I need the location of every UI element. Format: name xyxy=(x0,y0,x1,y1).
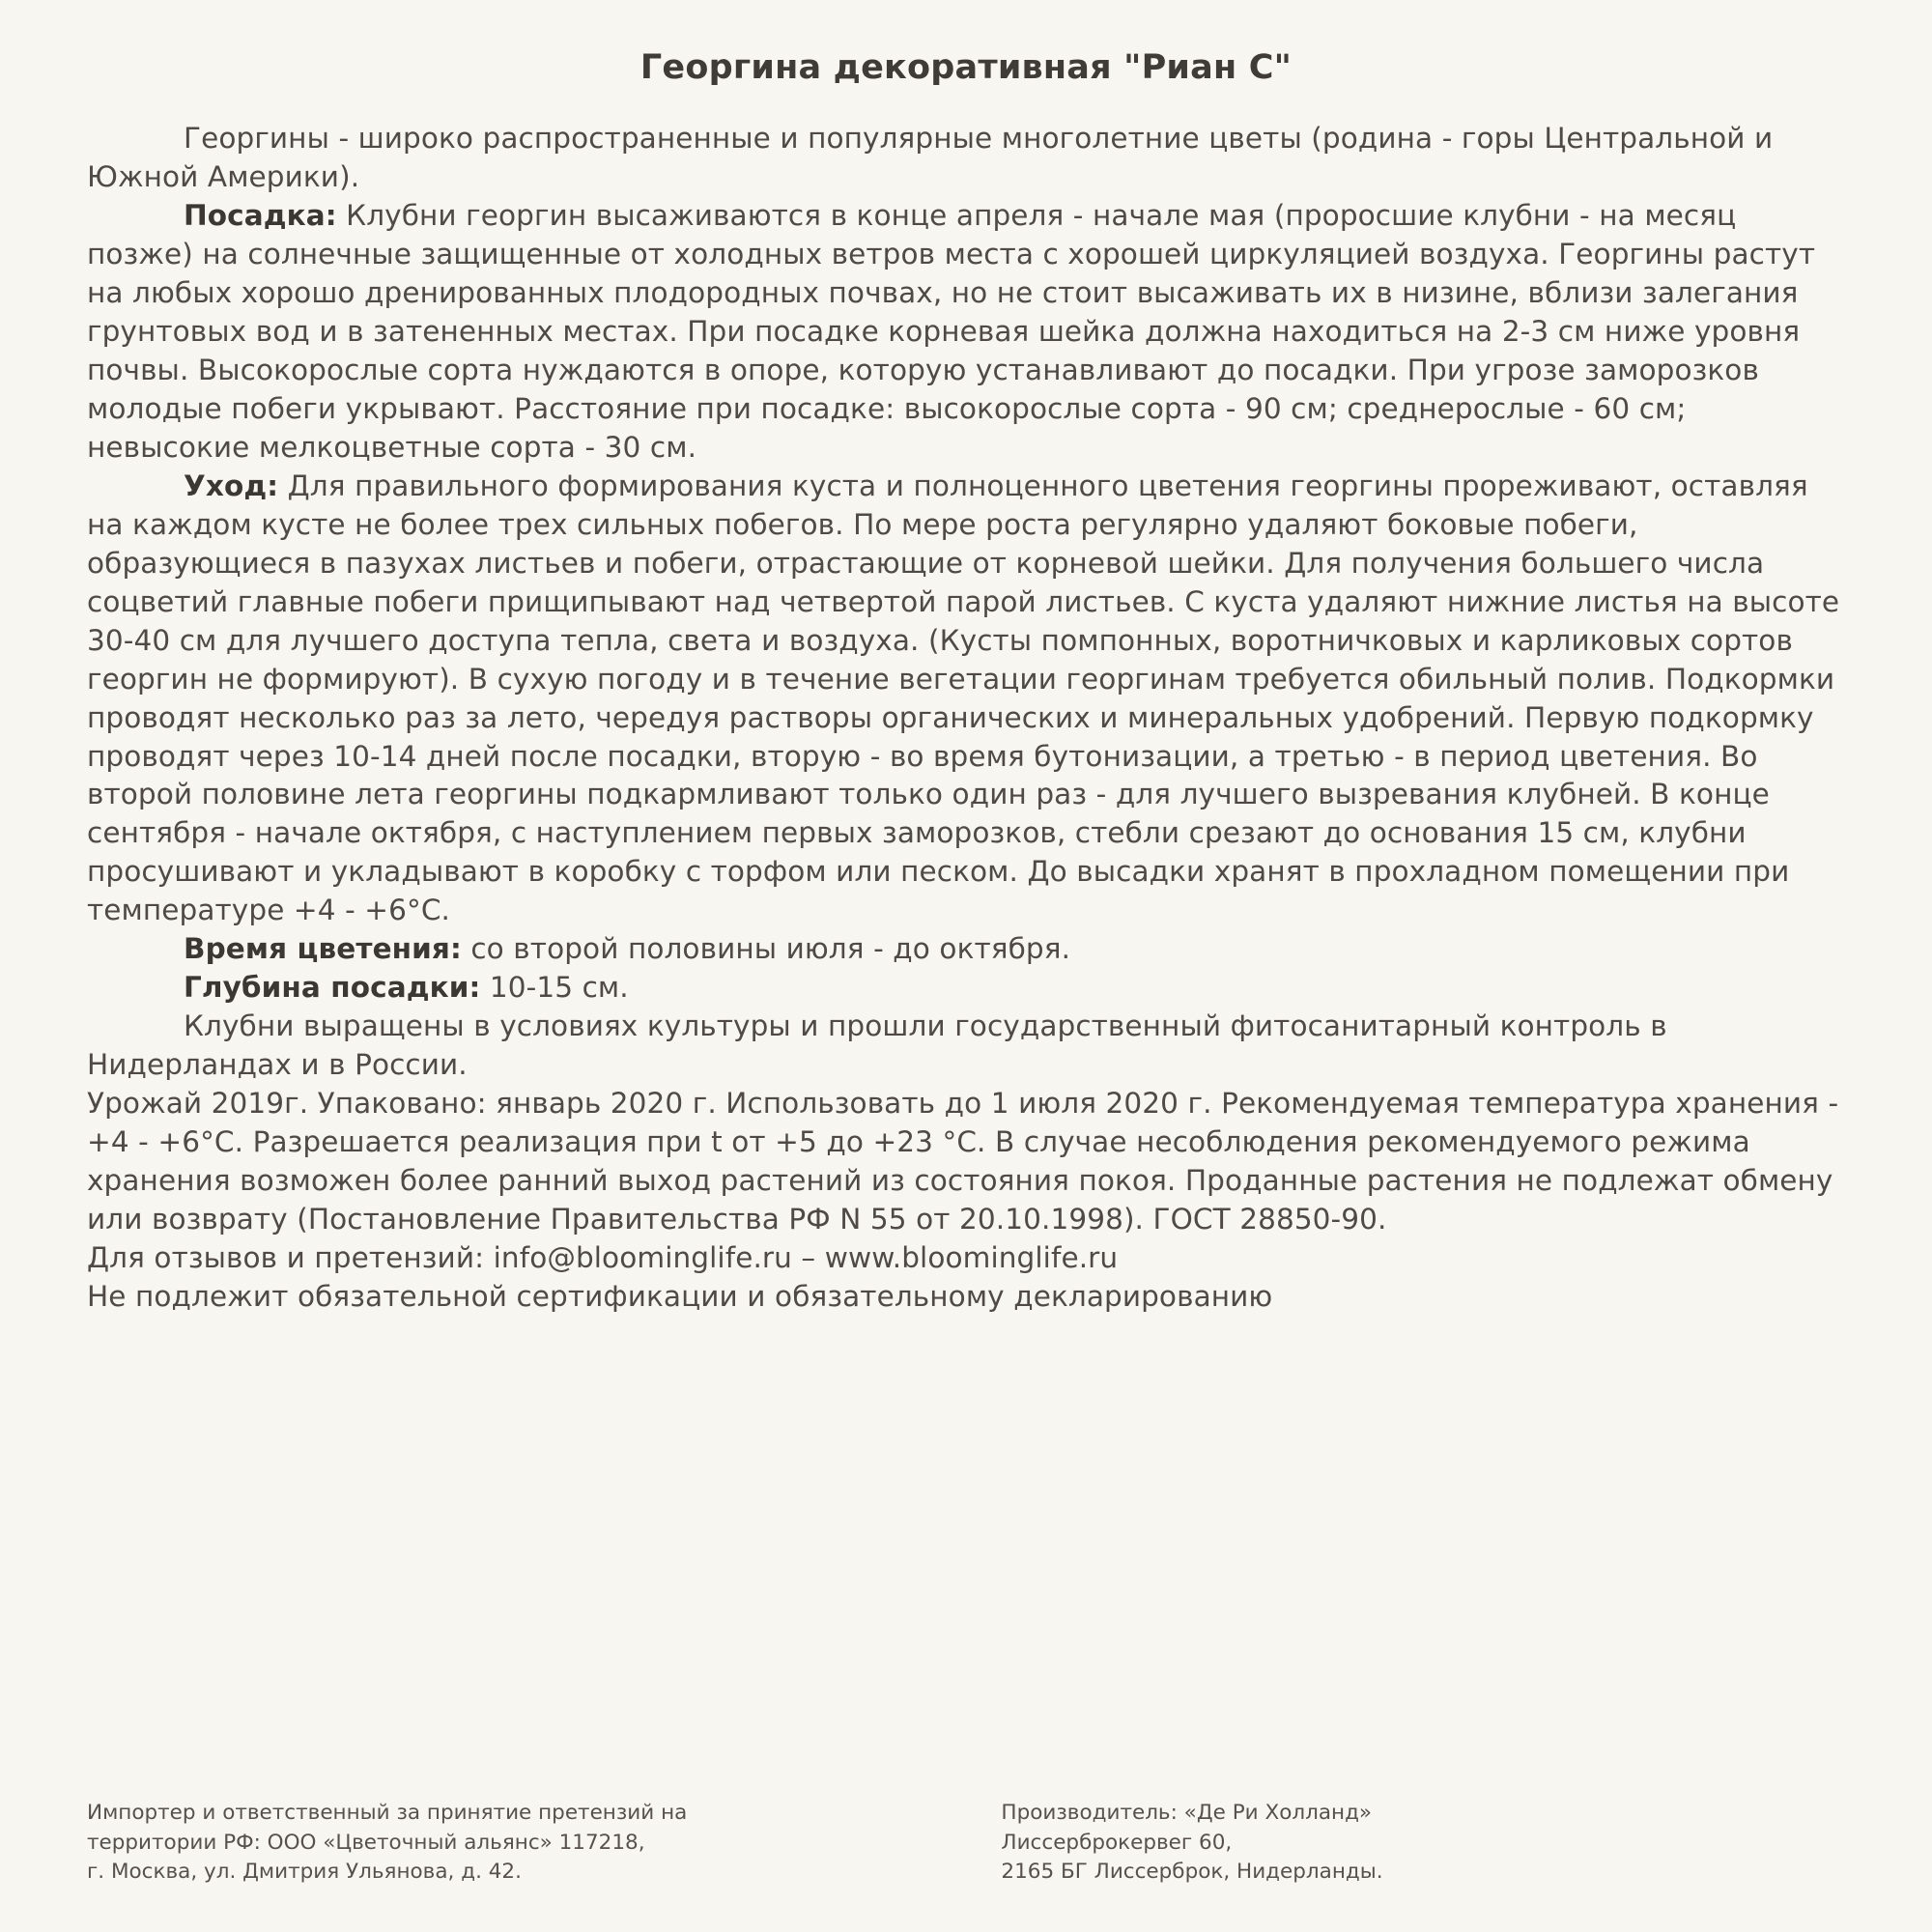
bloom-time-label: Время цветения: xyxy=(184,932,462,966)
importer-line-1: Импортер и ответственный за принятие претензий на xyxy=(87,1801,688,1826)
manufacturer-line-1: Производитель: «Де Ри Холланд» xyxy=(1001,1801,1373,1826)
description-body xyxy=(87,120,1845,1317)
manufacturer-line-2: Лиссерброкервег 60, xyxy=(1001,1830,1233,1855)
paragraph-legal: Урожай 2019г. Упаковано: январь 2020 г. Использовать до 1 июля 2020 г. Рекомендуемая температура хранения - +4 - +6°C. Разрешается реализация при t от +5 до +23 °C. В случае несоблюдения рекомендуемого режима хранения возможен более ранний выход растений из состояния покоя. Проданные растения не подлежат обмену или возврату (Постановление Правительства РФ N 55 от 20.10.1998). ГОСТ 28850-90. xyxy=(87,1087,1839,1236)
paragraph-care xyxy=(87,468,1845,931)
paragraph-intro-text: Георгины - широко распространенные и популярные многолетние цветы (родина - горы Центральной и Южной Америки). xyxy=(87,122,1774,193)
page-title: Георгина декоративная "Риан С" xyxy=(639,48,1293,87)
paragraph-planting xyxy=(87,197,1845,468)
importer-line-3: г. Москва, ул. Дмитрия Ульянова, д. 42. xyxy=(87,1860,522,1885)
contact-line: Для отзывов и претензий: info@bloominglife.ru – www.bloominglife.ru xyxy=(87,1241,1119,1275)
paragraph-intro xyxy=(87,120,1845,197)
phytosanitary-text: Клубни выращены в условиях культуры и прошли государственный фитосанитарный контроль в Нидерландах и в России. xyxy=(87,1009,1667,1082)
paragraph-bloom-time xyxy=(87,930,1845,969)
planting-depth-text: 10-15 см. xyxy=(480,971,629,1005)
care-text: Для правильного формирования куста и полноценного цветения георгины прореживают, оставляя на каждом кусте не более трех сильных побегов. По мере роста регулярно удаляют боковые побеги, образующиеся в пазухах листьев и побеги, отрастающие от корневой шейки. Для получения большего числа соцветий главные побеги прищипывают над четвертой парой листьев. С куста удаляют нижние листья на высоте 30-40 см для лучшего доступа тепла, света и воздуха. (Кусты помпонных, воротничковых и карликовых сортов георгин не формируют). В сухую погоду и в течение вегетации георгинам требуется обильный полив. Подкормки проводят несколько раз за лето, чередуя растворы органических и минеральных удобрений. Первую подкормку проводят через 10-14 дней после посадки, вторую - во время бутонизации, а третью - в период цветения. Во второй половине лета георгины подкармливают только один раз - для лучшего вызревания клубней. В конце сентября - начале октября, с наступлением первых заморозков, стебли срезают до основания 15 см, клубни просушивают и укладывают в коробку с торфом или песком. До высадки хранят в прохладном помещении при температуре +4 - +6°C. xyxy=(87,469,1840,927)
footer xyxy=(87,1799,1845,1888)
manufacturer-line-3: 2165 БГ Лиссерброк, Нидерланды. xyxy=(1001,1860,1383,1885)
footer-importer-block xyxy=(87,1799,931,1888)
planting-label: Посадка: xyxy=(184,198,337,232)
importer-line-2: территории РФ: ООО «Цветочный альянс» 117218, xyxy=(87,1830,645,1855)
certification-line: Не подлежит обязательной сертификации и обязательному декларированию xyxy=(87,1280,1273,1314)
paragraph-phytosanitary xyxy=(87,1008,1845,1085)
footer-manufacturer-block xyxy=(945,1799,1845,1888)
paragraph-planting-depth xyxy=(87,969,1845,1008)
planting-depth-label: Глубина посадки: xyxy=(184,971,481,1005)
planting-text: Клубни георгин высаживаются в конце апреля - начале мая (проросшие клубни - на месяц позже) на солнечные защищенные от холодных ветров места с хорошей циркуляцией воздуха. Георгины растут на любых хорошо дренированных плодородных почвах, но не стоит высаживать их в низине, вблизи залегания грунтовых вод и в затененных местах. При посадке корневая шейка должна находиться на 2-3 см ниже уровня почвы. Высокорослые сорта нуждаются в опоре, которую устанавливают до посадки. При угрозе заморозков молодые побеги укрывают. Расстояние при посадке: высокорослые сорта - 90 см; среднерослые - 60 см; невысокие мелкоцветные сорта - 30 см. xyxy=(87,198,1816,464)
care-label: Уход: xyxy=(184,469,279,502)
bloom-time-text: со второй половины июля - до октября. xyxy=(461,932,1071,966)
